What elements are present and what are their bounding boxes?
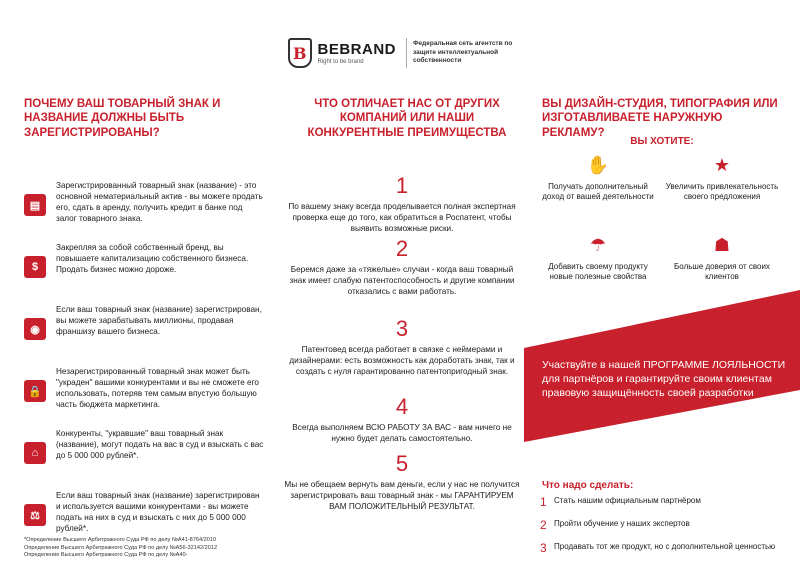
header-description: Федеральная сеть агентств по защите интеллектуальной собственности xyxy=(412,40,513,65)
list-item xyxy=(24,242,264,304)
list-item xyxy=(282,175,522,234)
star-icon: ★ xyxy=(713,154,731,175)
todo-title: Что надо сделать: xyxy=(542,480,634,491)
advantage-text: По вашему знаку всегда проделывается полная экспертная проверка еще до того, как обратиться в Роспатент, чтобы выявить возможные риски. xyxy=(288,202,516,234)
footnotes xyxy=(24,537,284,560)
product-icon: ☂ xyxy=(589,234,607,255)
reason-text: Закрепляя за собой собственный бренд, вы повышаете капитализацию собственного бизнеса. Продать бизнес можно дороже. xyxy=(56,243,249,275)
list-item xyxy=(24,304,264,366)
want-text: Увеличить привлекательность своего предложения xyxy=(665,182,779,202)
advantage-text: Всегда выполняем ВСЮ РАБОТУ ЗА ВАС - вам ничего не нужно будет делать самостоятельно. xyxy=(292,423,512,444)
col1-title: ПОЧЕМУ ВАШ ТОВАРНЫЙ ЗНАК И НАЗВАНИЕ ДОЛЖНЫ БЫТЬ ЗАРЕГИСТРИРОВАНЫ? xyxy=(24,98,221,139)
want-text: Получать дополнительный доход от вашей деятельности xyxy=(542,182,654,202)
franchise-icon: ◉ xyxy=(24,318,46,340)
want-text: Больше доверия от своих клиентов xyxy=(674,262,770,282)
want-title: ВЫ ХОТИТЕ: xyxy=(630,136,694,147)
list-item xyxy=(282,396,522,444)
brand-slogan: Right to be brand xyxy=(317,59,364,65)
advantage-number: 2 xyxy=(395,236,409,261)
list-item xyxy=(282,318,522,377)
todo-text: Стать нашим официальным партнёром xyxy=(554,496,701,505)
col2-title: ЧТО ОТЛИЧАЕТ НАС ОТ ДРУГИХ КОМПАНИЙ ИЛИ НАШИ КОНКУРЕНТНЫЕ ПРЕИМУЩЕСТВА xyxy=(307,98,507,139)
loyalty-text: Участвуйте в нашей ПРОГРАММЕ ЛОЯЛЬНОСТИ для партнёров и гарантируйте своим клиентам правовую защищённость своей разработки xyxy=(542,359,786,400)
brand xyxy=(318,41,397,65)
list-item xyxy=(282,453,522,512)
footnote: Определение Высшего Арбитражного Суда РФ по делу №А40- xyxy=(24,552,188,559)
list-item xyxy=(540,519,790,531)
todo-number: 1 xyxy=(540,495,547,509)
list-item xyxy=(540,542,790,554)
brand-name: BEBRAND xyxy=(317,41,396,58)
reason-text: Незарегистрированный товарный знак может быть "украден" вашими конкурентами и вы не сможете его использовать, потеряв тем самым впустую большую часть бюджета маркетинга. xyxy=(56,367,259,410)
want-text: Добавить своему продукту новые полезные свойства xyxy=(548,262,648,282)
money-icon: $ xyxy=(24,256,46,278)
header-divider xyxy=(406,38,407,68)
gavel-icon: ⚖ xyxy=(24,504,46,526)
reason-text: Если ваш товарный знак (название) зарегистрирован, вы можете зарабатывать миллионы, продавая франшизу вашего бизнеса. xyxy=(56,305,262,337)
advantage-number: 5 xyxy=(395,451,409,476)
advantage-text: Патентовед всегда работает в связке с неймерами и дизайнерами: есть возможность как доработать знак, так и создать с нуля гарантированно патентопригодный знак. xyxy=(289,345,515,377)
footnote: *Определение Высшего Арбитражного Суда РФ по делу №А41-8764/2010 xyxy=(24,537,217,543)
want-item xyxy=(662,230,782,283)
footnote: Определение Высшего Арбитражного Суда РФ по делу №А56-32142/2012 xyxy=(24,544,218,551)
list-item xyxy=(540,496,790,508)
todo-number: 2 xyxy=(540,518,547,532)
advantage-text: Мы не обещаем вернуть вам деньги, если у нас не получится зарегистрировать ваш товарный знак - мы ГАРАНТИРУЕМ ВАМ ПОЛОЖИТЕЛЬНЫЙ РЕЗУЛЬТАТ. xyxy=(284,480,520,512)
want-item xyxy=(662,150,782,203)
income-icon: ✋ xyxy=(586,154,610,175)
reason-text: Конкуренты, "укравшие" ваш товарный знак (название), могут подать на вас в суд и взыскать с вас до 5 000 000 рублей*. xyxy=(56,429,264,461)
advantage-number: 4 xyxy=(395,394,409,419)
todo-text: Продавать тот же продукт, но с дополнительной ценностью xyxy=(554,542,776,551)
want-item xyxy=(538,150,658,203)
advantage-number: 3 xyxy=(395,316,409,341)
list-item xyxy=(24,366,264,428)
list-item xyxy=(282,238,522,297)
reason-text: Зарегистрированный товарный знак (название) - это основной нематериальный актив - вы можете продать его, сдать в аренду, получить кредит в банке под залог товарного знака. xyxy=(56,181,263,224)
advantage-number: 1 xyxy=(395,173,409,198)
todo-number: 3 xyxy=(540,541,547,555)
reasons-list xyxy=(24,180,264,552)
brand-logo-icon: B xyxy=(288,38,312,68)
asset-icon: ▤ xyxy=(24,194,46,216)
todo-text: Пройти обучение у наших экспертов xyxy=(554,519,690,528)
want-item xyxy=(538,230,658,283)
bank-icon: ⌂ xyxy=(24,442,46,464)
list-item xyxy=(24,180,264,242)
advantage-text: Беремся даже за «тяжелые» случаи - когда ваш товарный знак имеет слабую патентоспособность и другие компании отказались с вами работать. xyxy=(289,265,515,297)
col3-title: ВЫ ДИЗАЙН-СТУДИЯ, ТИПОГРАФИЯ ИЛИ ИЗГОТАВЛИВАЕТЕ НАРУЖНУЮ РЕКЛАМУ? xyxy=(542,98,778,139)
header xyxy=(288,34,528,72)
list-item xyxy=(24,428,264,490)
lock-icon: 🔒 xyxy=(24,380,46,402)
clients-icon: ☗ xyxy=(713,234,731,255)
reason-text: Если ваш товарный знак (название) зарегистрирован и используется вашими конкурентами - вы можете подать на них в суд и взыскать с них до 5 000 000 рублей*. xyxy=(56,491,260,534)
